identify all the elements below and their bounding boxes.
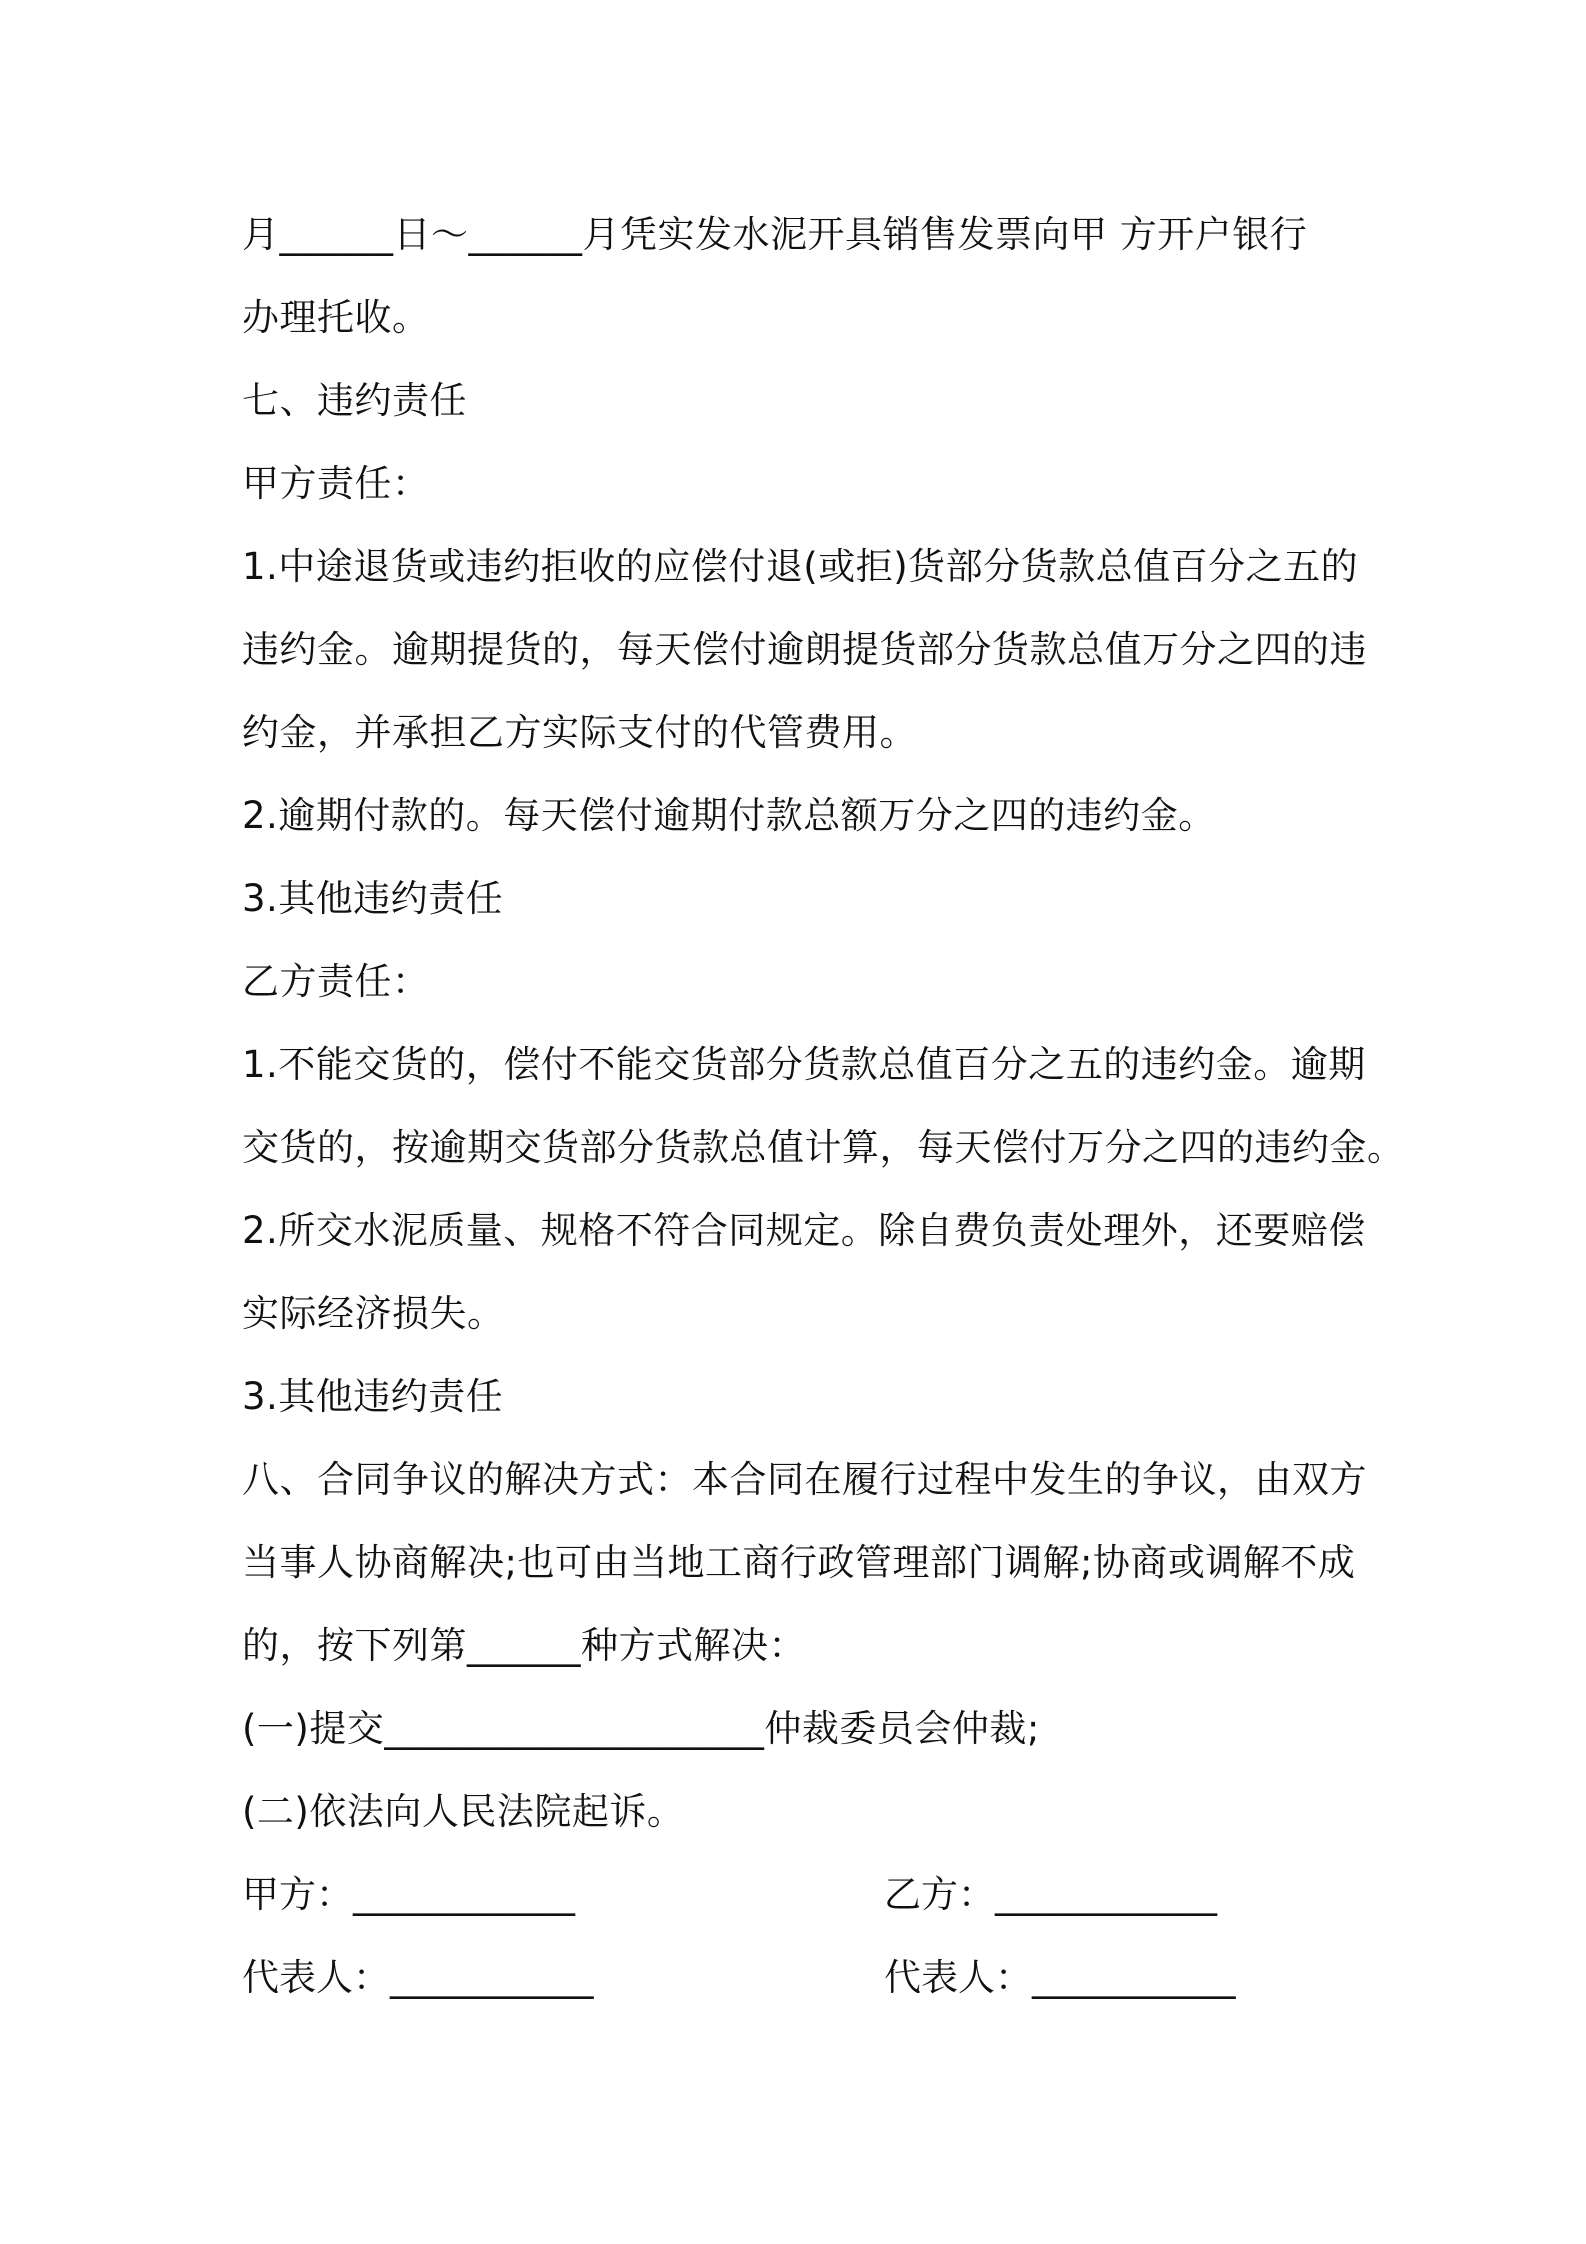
section-heading: 八、合同争议的解决方式：本合同在履行过程中发生的争议，由双方 [242,1458,1367,1501]
text-line: (一)提交____________________仲裁委员会仲裁; [242,1707,1040,1750]
subsection-heading: 甲方责任： [242,462,430,505]
party-a-signature: 甲方：____________ [242,1873,575,1916]
party-b-representative: 代表人：___________ [884,1956,1236,1999]
text-line: 2.逾期付款的。每天偿付逾期付款总额万分之四的违约金。 [242,794,1216,837]
text-line: 当事人协商解决;也可由当地工商行政管理部门调解;协商或调解不成 [242,1541,1356,1584]
party-a-representative: 代表人：___________ [242,1956,594,1999]
subsection-heading: 乙方责任： [242,960,430,1003]
text-line: 月______日～______月凭实发水泥开具销售发票向甲 方开户银行 [242,213,1308,256]
text-line: 3.其他违约责任 [242,877,504,920]
document-body [242,193,1405,2019]
text-line: 3.其他违约责任 [242,1375,504,1418]
text-line: 1.不能交货的，偿付不能交货部分货款总值百分之五的违约金。逾期 [242,1043,1366,1086]
text-line: 交货的，按逾期交货部分货款总值计算，每天偿付万分之四的违约金。 [242,1126,1405,1169]
party-b-signature: 乙方：____________ [884,1873,1217,1916]
text-line: 约金，并承担乙方实际支付的代管费用。 [242,711,917,754]
text-line: 2.所交水泥质量、规格不符合同规定。除自费负责处理外，还要赔偿 [242,1209,1366,1252]
text-line: 办理托收。 [242,296,430,339]
text-line: 实际经济损失。 [242,1292,505,1335]
text-line: 违约金。逾期提货的，每天偿付逾朗提货部分货款总值万分之四的违 [242,628,1367,671]
text-line: 的，按下列第______种方式解决： [242,1624,806,1667]
section-heading: 七、违约责任 [242,379,467,422]
signature-row-representative [242,1936,1352,2019]
signature-row-party [242,1853,1352,1936]
text-line: (二)依法向人民法院起诉。 [242,1790,685,1833]
text-line: 1.中途退货或违约拒收的应偿付退(或拒)货部分货款总值百分之五的 [242,545,1359,588]
